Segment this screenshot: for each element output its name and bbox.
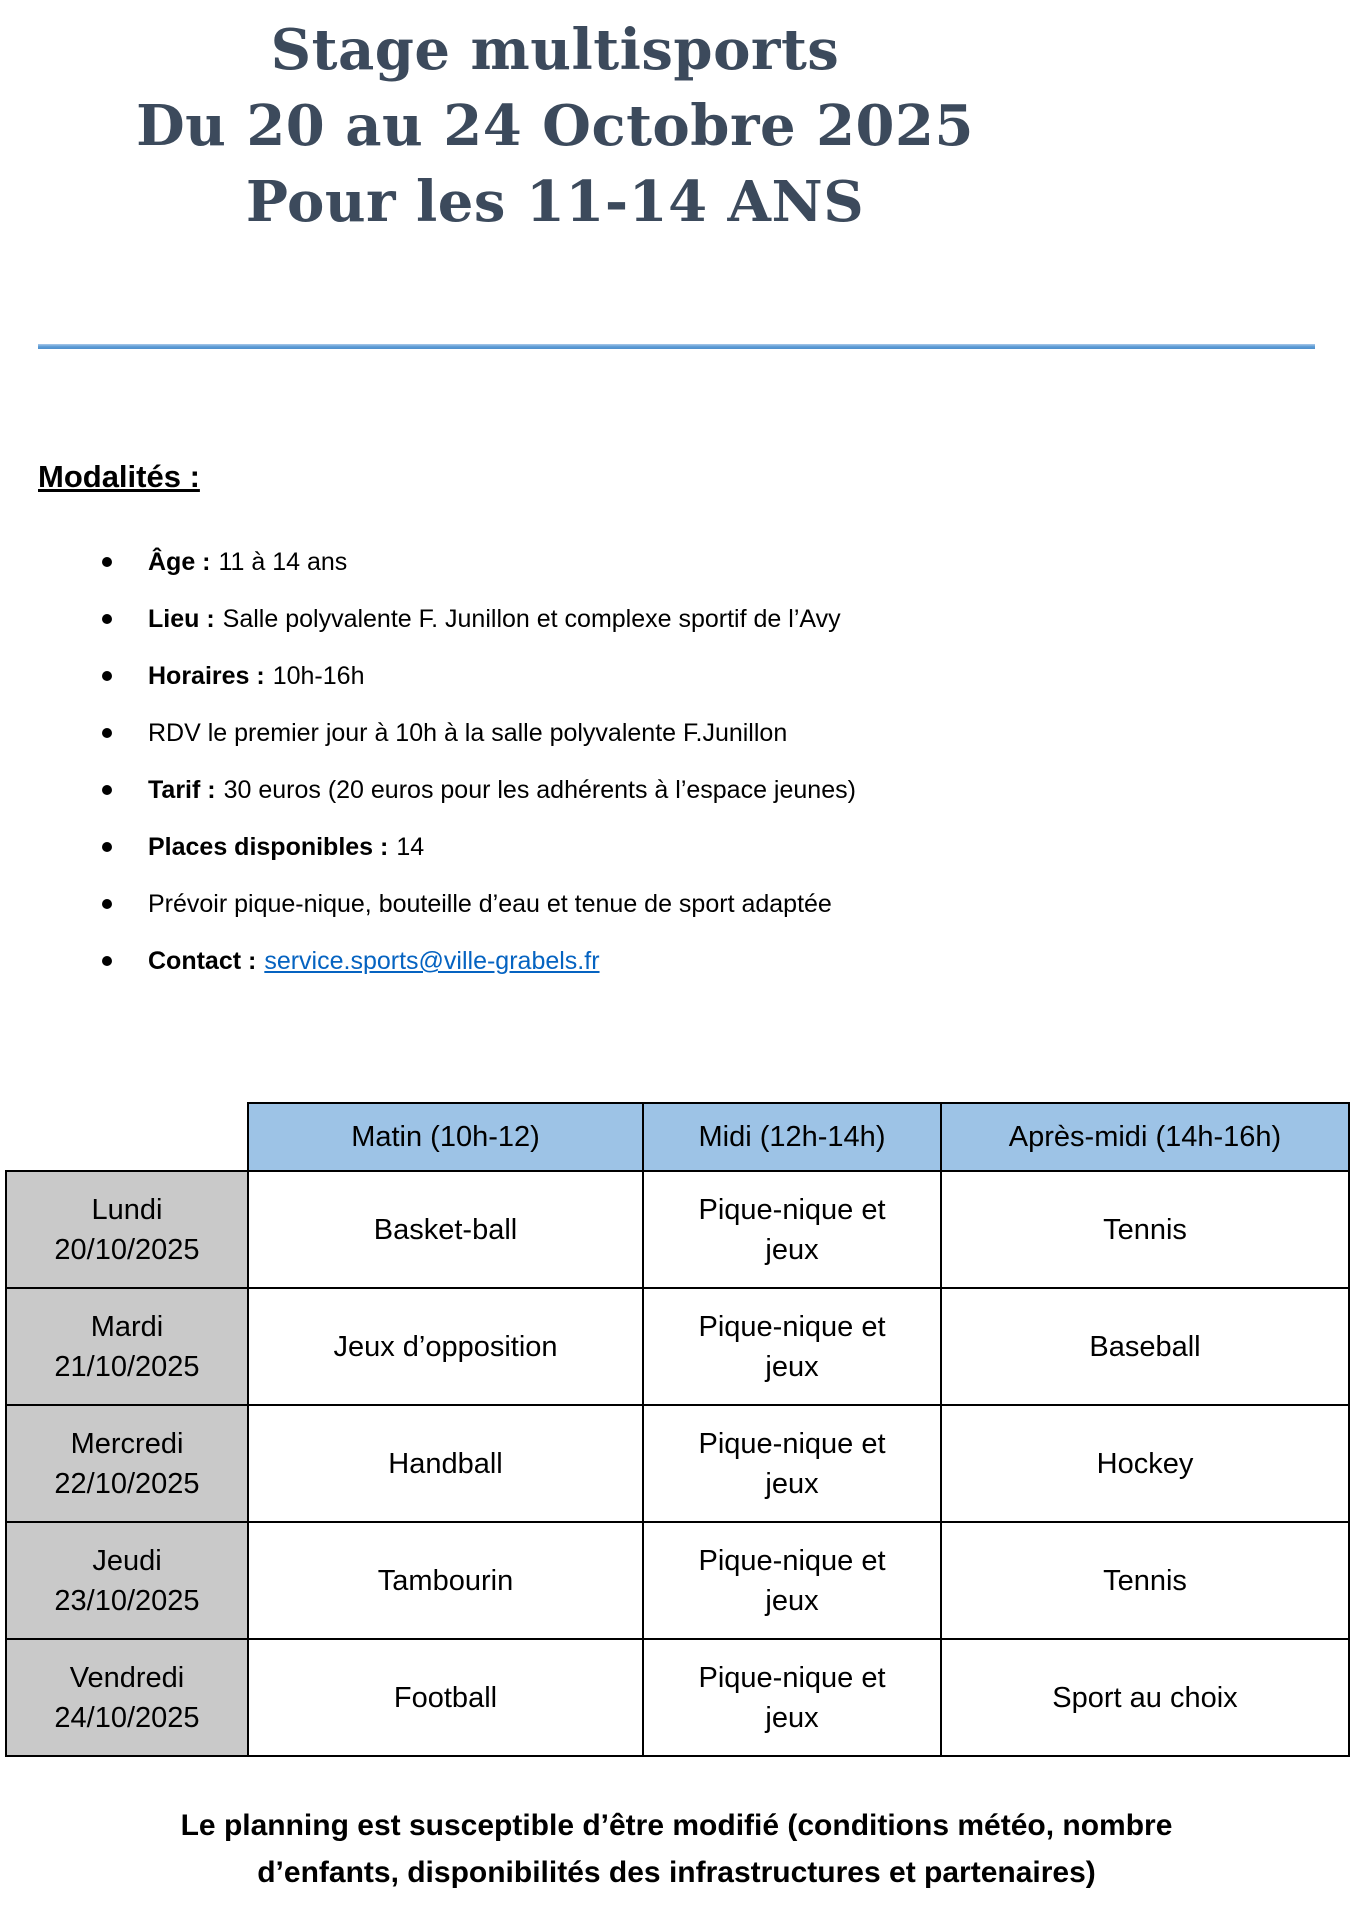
day-cell xyxy=(6,1171,248,1288)
bullet-icon xyxy=(102,614,112,624)
item-label: Contact : xyxy=(148,947,257,975)
activity-cell: Pique-nique et jeux xyxy=(643,1288,941,1405)
day-name: Lundi xyxy=(91,1193,163,1226)
header-cell-apres-midi: Après-midi (14h-16h) xyxy=(941,1103,1349,1171)
table-row-jeudi xyxy=(6,1522,1349,1639)
activity-cell: Pique-nique et jeux xyxy=(643,1522,941,1639)
list-item-places xyxy=(100,832,1353,863)
activity-cell: Football xyxy=(248,1639,643,1756)
day-date: 23/10/2025 xyxy=(54,1584,200,1617)
footer-line-1: Le planning est susceptible d’être modifié (conditions météo, nombre xyxy=(180,1809,1173,1842)
activity-cell: Tennis xyxy=(941,1522,1349,1639)
day-cell xyxy=(6,1522,248,1639)
item-text: Prévoir pique-nique, bouteille d’eau et tenue de sport adaptée xyxy=(148,890,832,918)
list-item-prevoir xyxy=(100,889,1353,920)
table-row-mercredi xyxy=(6,1405,1349,1522)
activity-cell: Hockey xyxy=(941,1405,1349,1522)
bullet-icon xyxy=(102,671,112,681)
item-label: Lieu : xyxy=(148,605,215,633)
bullet-icon xyxy=(102,956,112,966)
bullet-icon xyxy=(102,785,112,795)
day-date: 21/10/2025 xyxy=(54,1350,200,1383)
day-date: 22/10/2025 xyxy=(54,1467,200,1500)
modalites-list xyxy=(0,547,1353,977)
header-cell-matin: Matin (10h-12) xyxy=(248,1103,643,1171)
item-text: Salle polyvalente F. Junillon et complexe sportif de l’Avy xyxy=(222,605,841,633)
day-name: Vendredi xyxy=(69,1661,185,1694)
bullet-icon xyxy=(102,899,112,909)
activity-cell: Basket-ball xyxy=(248,1171,643,1288)
bullet-icon xyxy=(102,728,112,738)
header-row xyxy=(6,1103,1349,1171)
bullet-icon xyxy=(102,557,112,567)
schedule-table xyxy=(5,1102,1350,1757)
item-text: RDV le premier jour à 10h à la salle polyvalente F.Junillon xyxy=(148,719,788,747)
item-text: 30 euros (20 euros pour les adhérents à l’espace jeunes) xyxy=(223,776,856,804)
item-text: 11 à 14 ans xyxy=(218,548,348,576)
day-cell xyxy=(6,1405,248,1522)
activity-cell: Sport au choix xyxy=(941,1639,1349,1756)
item-text: 14 xyxy=(396,833,425,861)
activity-cell: Baseball xyxy=(941,1288,1349,1405)
table-row-lundi xyxy=(6,1171,1349,1288)
activity-cell: Tambourin xyxy=(248,1522,643,1639)
item-text: 10h-16h xyxy=(272,662,365,690)
day-name: Mardi xyxy=(90,1310,164,1343)
item-label: Places disponibles : xyxy=(148,833,389,861)
day-date: 24/10/2025 xyxy=(54,1701,200,1734)
email-link[interactable]: service.sports@ville-grabels.fr xyxy=(264,947,600,975)
activity-cell: Pique-nique et jeux xyxy=(643,1405,941,1522)
day-name: Jeudi xyxy=(92,1544,162,1577)
modalites-heading: Modalités : xyxy=(38,459,200,494)
document-title xyxy=(40,0,1070,240)
day-cell xyxy=(6,1288,248,1405)
header-cell-midi: Midi (12h-14h) xyxy=(643,1103,941,1171)
horizontal-divider xyxy=(38,344,1315,349)
corner-cell xyxy=(6,1103,248,1171)
table-row-mardi xyxy=(6,1288,1349,1405)
activity-cell: Handball xyxy=(248,1405,643,1522)
item-label: Horaires : xyxy=(148,662,265,690)
activity-cell: Pique-nique et jeux xyxy=(643,1639,941,1756)
item-label: Âge : xyxy=(148,548,211,576)
schedule-header xyxy=(6,1103,1349,1171)
item-label: Tarif : xyxy=(148,776,216,804)
list-item-age xyxy=(100,547,1353,578)
footer-note xyxy=(0,1802,1353,1896)
activity-cell: Jeux d’opposition xyxy=(248,1288,643,1405)
day-name: Mercredi xyxy=(70,1427,184,1460)
title-line-2: Du 20 au 24 Octobre 2025 xyxy=(136,93,974,159)
list-item-horaires xyxy=(100,661,1353,692)
list-item-tarif xyxy=(100,775,1353,806)
day-cell xyxy=(6,1639,248,1756)
list-item-lieu xyxy=(100,604,1353,635)
list-item-rdv xyxy=(100,718,1353,749)
activity-cell: Tennis xyxy=(941,1171,1349,1288)
activity-cell: Pique-nique et jeux xyxy=(643,1171,941,1288)
bullet-icon xyxy=(102,842,112,852)
table-row-vendredi xyxy=(6,1639,1349,1756)
title-line-3: Pour les 11-14 ANS xyxy=(245,169,865,235)
day-date: 20/10/2025 xyxy=(54,1233,200,1266)
footer-line-2: d’enfants, disponibilités des infrastructures et partenaires) xyxy=(257,1856,1096,1889)
title-line-1: Stage multisports xyxy=(270,17,840,83)
list-item-contact xyxy=(100,946,1353,977)
